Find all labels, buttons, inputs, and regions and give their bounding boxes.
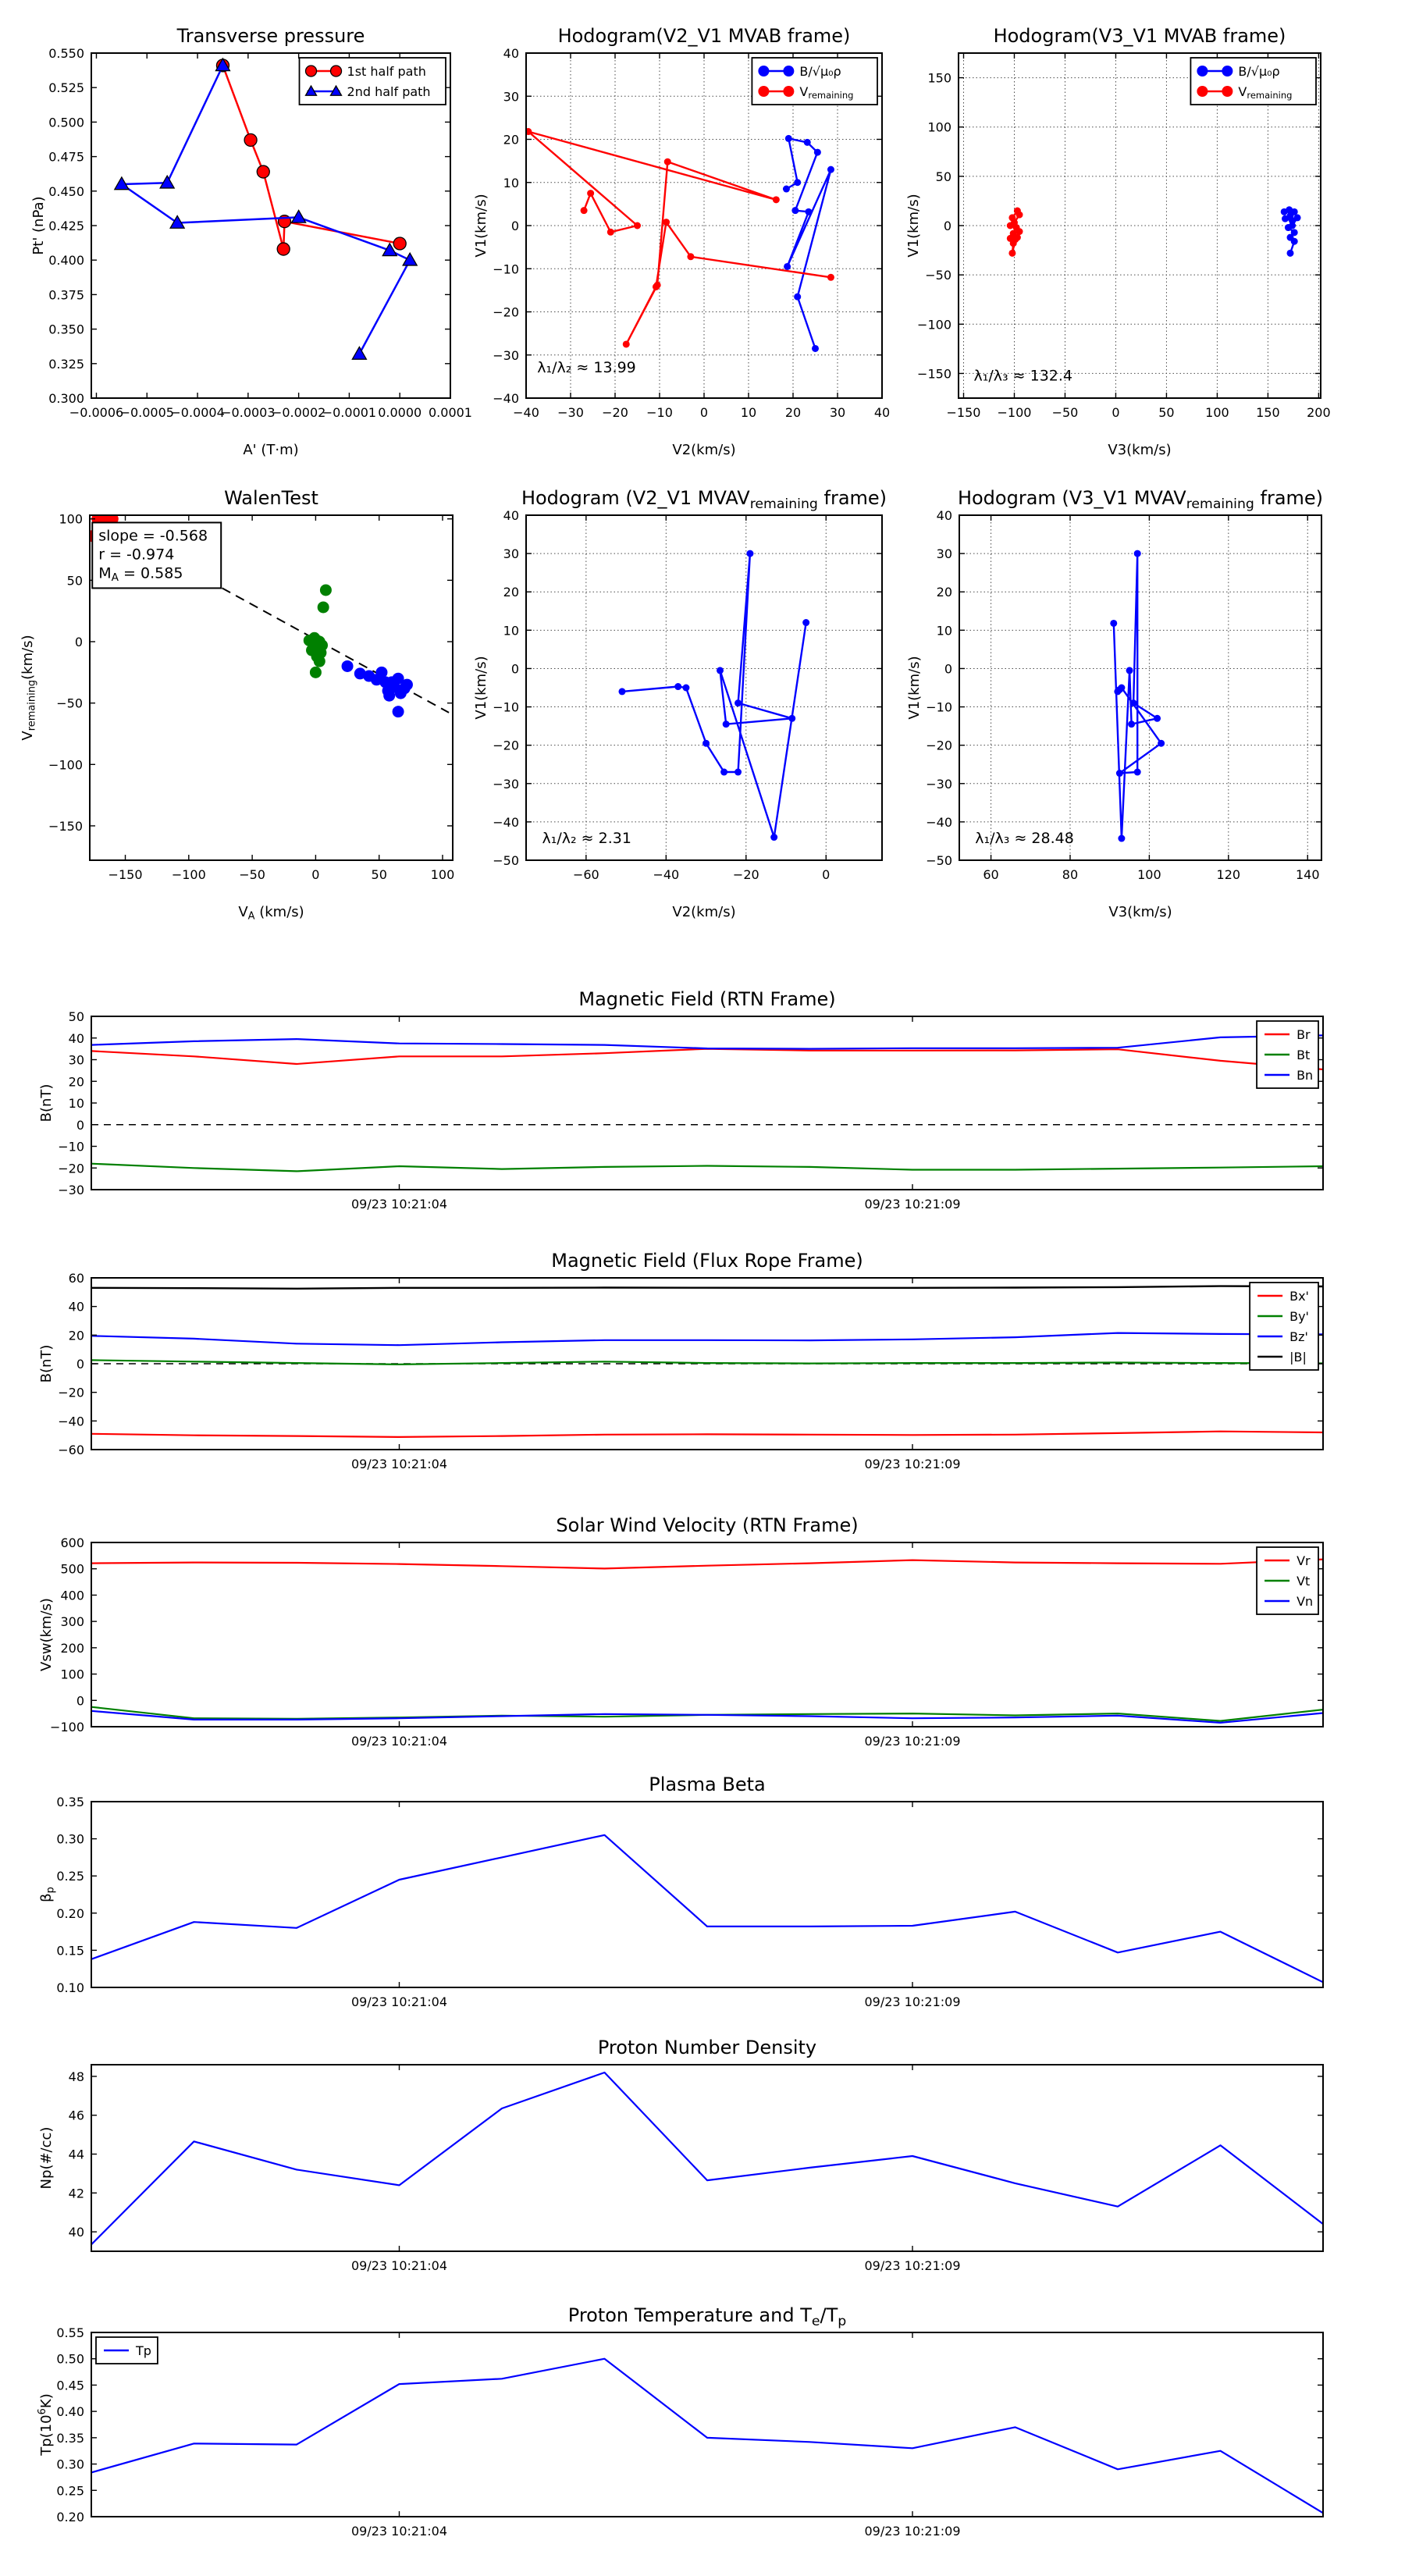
- proton_temp-ylabel: $Tp(10^6K)$: [37, 2393, 55, 2456]
- plasma_beta-title: Plasma Beta: [649, 1774, 766, 1795]
- svg-text:42: 42: [68, 2186, 84, 2201]
- svg-text:−40: −40: [653, 867, 680, 882]
- svg-text:50: 50: [935, 169, 951, 184]
- svg-text:0.20: 0.20: [56, 2510, 84, 2524]
- svg-text:500: 500: [60, 1561, 84, 1577]
- svg-text:Bx': Bx': [1289, 1289, 1309, 1304]
- b_rtn-legend: [1257, 1021, 1318, 1088]
- svg-text:20: 20: [503, 585, 519, 600]
- svg-text:0.55: 0.55: [56, 2325, 84, 2340]
- svg-text:Bt: Bt: [1297, 1048, 1311, 1062]
- svg-text:30: 30: [936, 546, 952, 562]
- svg-text:−150: −150: [917, 366, 951, 382]
- svg-text:30: 30: [503, 546, 519, 562]
- svg-text:09/23 10:21:09: 09/23 10:21:09: [864, 1994, 961, 2009]
- svg-text:10: 10: [68, 1096, 84, 1111]
- svg-text:0: 0: [943, 219, 951, 233]
- svg-text:20: 20: [68, 1074, 84, 1090]
- svg-text:10: 10: [503, 175, 519, 190]
- svg-text:−0.0001: −0.0001: [322, 405, 377, 420]
- svg-text:−30: −30: [557, 405, 584, 420]
- svg-text:09/23 10:21:09: 09/23 10:21:09: [864, 1457, 961, 1471]
- svg-text:100: 100: [1137, 867, 1161, 882]
- svg-text:40: 40: [873, 405, 891, 420]
- svg-text:−50: −50: [56, 696, 83, 711]
- svg-text:120: 120: [1216, 867, 1241, 882]
- svg-text:−10: −10: [926, 699, 952, 715]
- vsw_rtn-ylabel: Vsw(km/s): [38, 1598, 55, 1671]
- svg-text:0.475: 0.475: [48, 149, 84, 165]
- hodogram_v3v1_mvav-xlabel: V3(km/s): [1108, 904, 1172, 920]
- svg-text:10: 10: [503, 623, 519, 639]
- svg-text:−100: −100: [171, 867, 206, 882]
- svg-text:−0.0005: −0.0005: [119, 405, 174, 420]
- svg-text:0.400: 0.400: [48, 253, 84, 269]
- svg-text:09/23 10:21:04: 09/23 10:21:04: [350, 1457, 448, 1471]
- svg-text:−100: −100: [997, 405, 1032, 420]
- svg-text:10: 10: [936, 623, 952, 639]
- svg-text:0.35: 0.35: [56, 2430, 84, 2446]
- svg-text:10: 10: [740, 405, 757, 420]
- b_fluxrope-ylabel: B(nT): [38, 1344, 55, 1383]
- svg-text:0.15: 0.15: [56, 1943, 84, 1959]
- svg-text:slope = -0.568: slope = -0.568: [98, 527, 208, 545]
- svg-text:Tp: Tp: [136, 2343, 151, 2358]
- svg-text:−20: −20: [58, 1161, 84, 1176]
- svg-text:−100: −100: [50, 1720, 84, 1735]
- svg-text:400: 400: [60, 1588, 84, 1603]
- svg-text:50: 50: [1158, 405, 1175, 420]
- svg-text:0: 0: [944, 661, 952, 677]
- svg-text:300: 300: [60, 1614, 84, 1630]
- svg-text:−40: −40: [58, 1414, 84, 1429]
- transverse_pressure-xlabel: A' (T·m): [243, 442, 299, 458]
- b_rtn-ylabel: B(nT): [38, 1083, 55, 1123]
- svg-text:Br: Br: [1297, 1027, 1311, 1042]
- svg-text:0.25: 0.25: [56, 1869, 84, 1884]
- svg-text:09/23 10:21:04: 09/23 10:21:04: [350, 1994, 448, 2009]
- svg-text:30: 30: [68, 1052, 84, 1068]
- walen_test-ylabel: $V_{remaining}(km/s)$: [20, 635, 38, 741]
- svg-text:By': By': [1289, 1309, 1309, 1324]
- hodogram_v3v1_mvav-annotation-0: [975, 830, 1074, 847]
- svg-text:0.25: 0.25: [56, 2483, 84, 2499]
- svg-text:λ₁/λ₃ ≈ 132.4: λ₁/λ₃ ≈ 132.4: [973, 367, 1073, 385]
- hodogram_v3v1_mvav-ylabel: V1(km/s): [906, 656, 923, 720]
- transverse_pressure-ylabel: Pt' (nPa): [30, 196, 47, 255]
- svg-text:−40: −40: [493, 391, 519, 406]
- svg-text:150: 150: [1256, 405, 1280, 420]
- svg-text:0.50: 0.50: [56, 2351, 84, 2367]
- svg-text:−30: −30: [58, 1183, 84, 1197]
- hodogram_v2v1_mvab-title: Hodogram(V2_V1 MVAB frame): [557, 25, 851, 47]
- proton_temp-title: Proton Temperature and $T_e/T_p$: [567, 2304, 847, 2329]
- svg-text:09/23 10:21:04: 09/23 10:21:04: [350, 2524, 448, 2539]
- plasma_beta-ylabel: $\beta_p$: [38, 1887, 57, 1902]
- svg-text:09/23 10:21:04: 09/23 10:21:04: [350, 2258, 448, 2273]
- svg-text:−10: −10: [493, 699, 519, 715]
- svg-text:−60: −60: [572, 867, 599, 882]
- svg-text:48: 48: [68, 2069, 84, 2084]
- svg-text:40: 40: [68, 2225, 84, 2240]
- svg-text:0: 0: [311, 867, 320, 882]
- svg-text:−60: −60: [58, 1443, 84, 1457]
- svg-text:20: 20: [936, 585, 952, 600]
- svg-text:09/23 10:21:04: 09/23 10:21:04: [350, 1734, 448, 1749]
- b_fluxrope-title: Magnetic Field (Flux Rope Frame): [551, 1250, 863, 1272]
- svg-text:0.40: 0.40: [56, 2404, 84, 2420]
- svg-text:−50: −50: [925, 268, 951, 283]
- hodogram_v3v1_mvab-xlabel: V3(km/s): [1108, 442, 1172, 458]
- svg-text:r = -0.974: r = -0.974: [98, 546, 175, 564]
- svg-text:0.10: 0.10: [56, 1980, 84, 1995]
- svg-text:0: 0: [1112, 405, 1120, 420]
- svg-text:λ₁/λ₃ ≈ 28.48: λ₁/λ₃ ≈ 28.48: [975, 829, 1074, 847]
- svg-text:−30: −30: [926, 776, 952, 792]
- svg-text:−20: −20: [58, 1385, 84, 1400]
- svg-text:−30: −30: [493, 776, 519, 792]
- svg-text:2nd half path: 2nd half path: [347, 84, 431, 99]
- svg-text:100: 100: [927, 119, 951, 135]
- svg-text:50: 50: [68, 1009, 84, 1024]
- svg-text:−20: −20: [602, 405, 628, 420]
- svg-text:0: 0: [74, 635, 83, 650]
- svg-text:−0.0003: −0.0003: [221, 405, 276, 420]
- svg-text:40: 40: [503, 508, 519, 523]
- svg-text:09/23 10:21:04: 09/23 10:21:04: [350, 1197, 448, 1212]
- svg-text:−0.0006: −0.0006: [69, 405, 124, 420]
- svg-text:0.0000: 0.0000: [378, 405, 422, 420]
- svg-text:0: 0: [76, 1117, 84, 1133]
- svg-text:−40: −40: [493, 814, 519, 830]
- svg-text:140: 140: [1295, 867, 1320, 882]
- svg-text:40: 40: [503, 46, 519, 61]
- walen_test-annotation-0: [92, 522, 221, 588]
- svg-text:−20: −20: [926, 738, 952, 753]
- hodogram_v2v1_mvab-annotation-0: [537, 359, 636, 376]
- hodogram_v3v1_mvav-title: Hodogram (V3_V1 $MVAV_{remaining}$ frame): [957, 487, 1324, 512]
- transverse_pressure-legend: [300, 58, 446, 105]
- svg-text:1st half path: 1st half path: [347, 64, 426, 79]
- svg-text:0.550: 0.550: [48, 46, 84, 61]
- svg-text:100: 100: [59, 511, 83, 527]
- svg-text:0: 0: [699, 405, 709, 420]
- svg-text:0.325: 0.325: [48, 356, 84, 372]
- vsw_rtn-title: Solar Wind Velocity (RTN Frame): [556, 1514, 859, 1536]
- hodogram_v2v1_mvav-title: Hodogram (V2_V1 $MVAV_{remaining}$ frame): [521, 487, 887, 512]
- svg-text:−0.0004: −0.0004: [170, 405, 225, 420]
- svg-text:Vt: Vt: [1297, 1574, 1311, 1589]
- svg-text:60: 60: [68, 1271, 84, 1286]
- svg-text:100: 100: [60, 1667, 84, 1682]
- proton_temp-legend: [96, 2337, 158, 2364]
- svg-text:100: 100: [1205, 405, 1229, 420]
- svg-text:50: 50: [66, 573, 83, 589]
- walen_test-xlabel: $V_A$ (km/s): [238, 904, 304, 923]
- proton_density-ylabel: Np(#/cc): [38, 2126, 55, 2190]
- svg-text:40: 40: [68, 1030, 84, 1046]
- svg-text:0: 0: [510, 219, 519, 233]
- svg-text:−150: −150: [108, 867, 143, 882]
- svg-text:0.30: 0.30: [56, 2457, 84, 2472]
- svg-text:0: 0: [76, 1693, 84, 1709]
- hodogram_v3v1_mvab-legend: [1190, 58, 1316, 105]
- svg-text:Bz': Bz': [1289, 1329, 1308, 1344]
- svg-text:0.375: 0.375: [48, 287, 84, 303]
- svg-text:−20: −20: [493, 738, 519, 753]
- svg-text:Vn: Vn: [1297, 1594, 1314, 1609]
- svg-text:20: 20: [784, 405, 802, 420]
- svg-text:0: 0: [510, 661, 519, 677]
- svg-text:200: 200: [1307, 405, 1331, 420]
- svg-text:−20: −20: [493, 304, 519, 320]
- svg-text:30: 30: [503, 89, 519, 105]
- hodogram_v2v1_mvab-xlabel: V2(km/s): [672, 442, 736, 458]
- svg-text:−10: −10: [646, 405, 673, 420]
- svg-text:−100: −100: [917, 317, 951, 333]
- walen_test-title: WalenTest: [224, 487, 318, 509]
- svg-text:0.500: 0.500: [48, 115, 84, 130]
- svg-text:−50: −50: [1051, 405, 1079, 420]
- svg-text:0.0001: 0.0001: [429, 405, 472, 420]
- svg-text:−30: −30: [493, 347, 519, 363]
- vsw_rtn-legend: [1257, 1547, 1318, 1614]
- hodogram_v2v1_mvab-legend: [752, 58, 877, 105]
- svg-text:200: 200: [60, 1640, 84, 1656]
- svg-text:0.525: 0.525: [48, 80, 84, 96]
- svg-text:46: 46: [68, 2108, 84, 2123]
- svg-text:Vremaining: $V_{remaining}$: [799, 84, 854, 101]
- svg-text:0.350: 0.350: [48, 322, 84, 337]
- svg-text:MA = 0.585: $M_A = 0.585$: [98, 564, 183, 585]
- svg-text:09/23 10:21:09: 09/23 10:21:09: [864, 2258, 961, 2273]
- svg-text:Vr: Vr: [1297, 1553, 1311, 1568]
- svg-text:−20: −20: [732, 867, 759, 882]
- svg-text:09/23 10:21:09: 09/23 10:21:09: [864, 1734, 961, 1749]
- svg-text:−50: −50: [493, 853, 519, 868]
- transverse_pressure-title: Transverse pressure: [176, 25, 365, 47]
- svg-text:20: 20: [503, 132, 519, 148]
- svg-text:−40: −40: [513, 405, 539, 420]
- svg-text:−150: −150: [946, 405, 981, 420]
- svg-text:−50: −50: [239, 867, 265, 882]
- svg-text:0.45: 0.45: [56, 2378, 84, 2393]
- svg-text:λ₁/λ₂ ≈ 2.31: λ₁/λ₂ ≈ 2.31: [542, 829, 631, 847]
- svg-text:−150: −150: [48, 818, 83, 834]
- svg-text:|B|: |B|: [1289, 1350, 1307, 1364]
- svg-text:100: 100: [430, 867, 455, 882]
- svg-text:0.425: 0.425: [48, 219, 84, 233]
- hodogram_v2v1_mvab-ylabel: V1(km/s): [473, 194, 489, 258]
- svg-text:20: 20: [68, 1328, 84, 1343]
- b_fluxrope-legend: [1250, 1283, 1318, 1370]
- svg-text:40: 40: [68, 1299, 84, 1315]
- svg-text:600: 600: [60, 1535, 84, 1550]
- hodogram_v2v1_mvav-xlabel: V2(km/s): [672, 904, 736, 920]
- svg-text:−50: −50: [926, 853, 952, 868]
- hodogram_v3v1_mvab-annotation-0: [973, 367, 1072, 384]
- svg-text:0: 0: [76, 1357, 84, 1372]
- svg-text:0.35: 0.35: [56, 1795, 84, 1809]
- svg-text:150: 150: [927, 70, 951, 86]
- svg-text:09/23 10:21:09: 09/23 10:21:09: [864, 1197, 961, 1212]
- svg-text:B/√μ₀ρ: B/√μ₀ρ: [1238, 64, 1280, 79]
- svg-text:−40: −40: [926, 814, 952, 830]
- hodogram_v2v1_mvav-annotation-0: [542, 830, 631, 847]
- proton_density-title: Proton Number Density: [597, 2037, 817, 2058]
- svg-text:Vremaining: $V_{remaining}$: [1238, 84, 1293, 101]
- svg-text:0.300: 0.300: [48, 391, 84, 406]
- svg-text:B/√μ₀ρ: B/√μ₀ρ: [799, 64, 841, 79]
- b_rtn-title: Magnetic Field (RTN Frame): [578, 988, 836, 1010]
- hodogram_v2v1_mvav-ylabel: V1(km/s): [473, 656, 489, 720]
- svg-text:80: 80: [1062, 867, 1079, 882]
- svg-text:50: 50: [371, 867, 387, 882]
- svg-text:0: 0: [822, 867, 831, 882]
- svg-text:−10: −10: [58, 1139, 84, 1155]
- svg-text:09/23 10:21:09: 09/23 10:21:09: [864, 2524, 961, 2539]
- svg-text:44: 44: [68, 2147, 84, 2162]
- svg-text:0.30: 0.30: [56, 1831, 84, 1847]
- svg-text:60: 60: [983, 867, 999, 882]
- svg-text:0.20: 0.20: [56, 1905, 84, 1921]
- svg-text:Bn: Bn: [1297, 1068, 1314, 1083]
- svg-text:−100: −100: [48, 757, 83, 773]
- svg-text:30: 30: [829, 405, 846, 420]
- hodogram_v3v1_mvab-ylabel: V1(km/s): [905, 194, 922, 258]
- svg-text:−10: −10: [493, 262, 519, 277]
- hodogram_v3v1_mvab-title: Hodogram(V3_V1 MVAB frame): [993, 25, 1286, 47]
- svg-text:λ₁/λ₂ ≈ 13.99: λ₁/λ₂ ≈ 13.99: [537, 358, 636, 376]
- svg-text:0.450: 0.450: [48, 183, 84, 199]
- svg-text:40: 40: [936, 508, 952, 523]
- svg-text:−0.0002: −0.0002: [271, 405, 326, 420]
